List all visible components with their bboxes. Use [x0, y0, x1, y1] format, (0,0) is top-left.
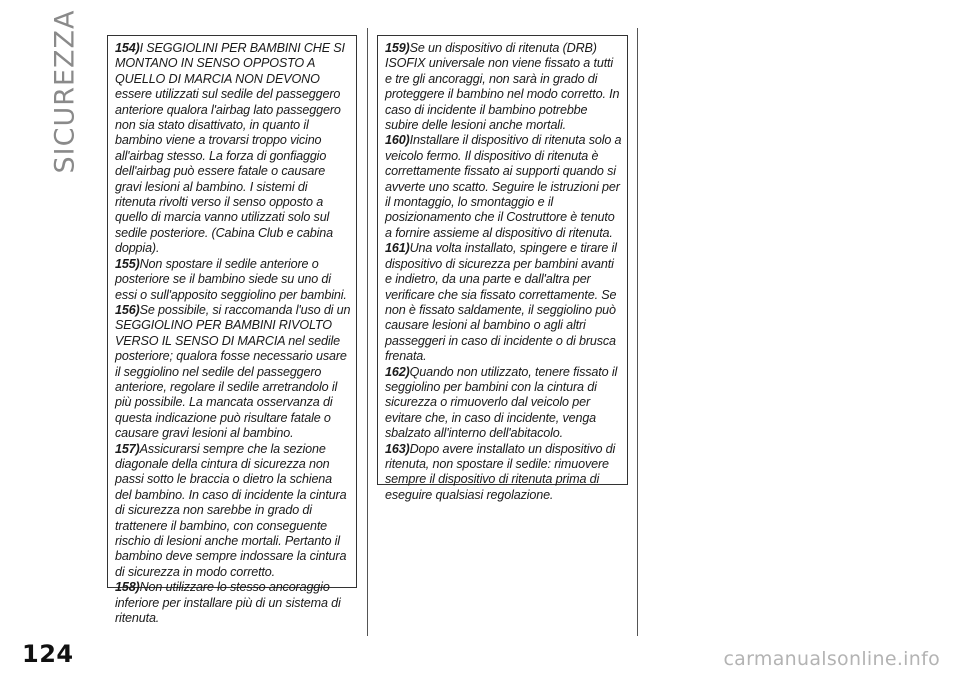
note-number: 162)	[385, 364, 410, 379]
note-number: 160)	[385, 133, 410, 148]
warning-note-161	[385, 241, 622, 364]
note-number: 159)	[385, 41, 410, 55]
watermark-link[interactable]: carmanualsonline.info	[723, 648, 940, 670]
warning-note-156	[115, 303, 351, 442]
note-text: Se un dispositivo di ritenuta (DRB) ISOFIX universale non viene fissato a tutti e tre gli ancoraggi, non sarà in grado di proteggere il bambino nel modo corretto. In caso di incidente il bambino potrebbe subire delle lesioni anche mortali.	[385, 41, 620, 133]
note-number: 161)	[385, 241, 410, 256]
note-text: I SEGGIOLINI PER BAMBINI CHE SI MONTANO IN SENSO OPPOSTO A QUELLO DI MARCIA NON DEVONO essere utilizzati sul sedile del passeggero anteriore qualora l'airbag lato passeggero non sia stato disattivato, in quanto il bambino viene a trovarsi troppo vicino all'airbag stesso. La forza di gonfiaggio dell'airbag può essere fatale o causare gravi lesioni al bambino. I sistemi di ritenuta rivolti verso il senso opposto a quello di marcia vanno utilizzati solo sul sedile posteriore. (Cabina Club e cabina doppia).	[115, 41, 345, 256]
section-title	[49, 9, 81, 174]
warning-note-155	[115, 257, 351, 303]
note-number: 154)	[115, 41, 140, 55]
column-divider-right	[637, 28, 638, 636]
warning-box-right	[377, 35, 628, 502]
warning-note-160	[385, 133, 622, 241]
note-text: Una volta installato, spingere e tirare il dispositivo di sicurezza per bambini avanti e indietro, da una parte e dall'altra per verificare che sia fissato correttamente. Se non è fissato saldamente, il seggiolino può causare lesioni al bambino o agli altri passeggeri in caso di incidente o di brusca frenata.	[385, 241, 617, 364]
warning-note-158	[115, 580, 351, 626]
page-number: 124	[22, 640, 74, 668]
note-text: Installare il dispositivo di ritenuta solo a veicolo fermo. Il dispositivo di ritenuta è correttamente fissato ai supporti quando si avverte uno scatto. Seguire le istruzioni per il montaggio, lo smontaggio e il posizionamento che il Costruttore è tenuto a fornire assieme al dispositivo di ritenuta.	[385, 133, 622, 240]
note-number: 158)	[115, 580, 140, 595]
note-number: 156)	[115, 302, 140, 317]
section-title-text: SICUREZZA	[49, 9, 81, 174]
warning-note-162	[385, 365, 622, 442]
note-number: 157)	[115, 441, 140, 456]
warning-note-157	[115, 442, 351, 581]
note-text: Non utilizzare lo stesso ancoraggio inferiore per installare più di un sistema di ritenuta.	[115, 580, 341, 626]
column-divider-left	[367, 28, 368, 636]
note-text: Assicurarsi sempre che la sezione diagonale della cintura di sicurezza non passi sotto le braccia o dietro la schiena del bambino. In caso di incidente la cintura di sicurezza non sarebbe in grado di trattenere il bambino, con conseguente rischio di lesioni anche mortali. Pertanto il bambino deve sempre indossare la cintura di sicurezza in modo corretto.	[115, 441, 347, 579]
note-text: Dopo avere installato un dispositivo di ritenuta, non spostare il sedile: rimuovere sempre il dispositivo di ritenuta prima di eseguire qualsiasi regolazione.	[385, 441, 616, 502]
note-text: Quando non utilizzato, tenere fissato il seggiolino per bambini con la cintura di sicurezza o rimuoverlo dal veicolo per evitare che, in caso di incidente, venga sbalzato all'interno dell'abitacolo.	[385, 364, 618, 441]
warning-box-left	[107, 35, 357, 626]
warning-note-159	[385, 41, 622, 133]
warning-note-154	[115, 41, 351, 257]
note-number: 163)	[385, 441, 410, 456]
note-number: 155)	[115, 256, 140, 271]
note-text: Non spostare il sedile anteriore o posteriore se il bambino siede su uno di essi o sull'apposito seggiolino per bambini.	[115, 256, 347, 302]
note-text: Se possibile, si raccomanda l'uso di un SEGGIOLINO PER BAMBINI RIVOLTO VERSO IL SENSO DI MARCIA nel sedile posteriore; qualora fosse necessario usare il seggiolino nel sedile del passeggero anteriore, regolare il sedile arretrandolo il più possibile. La mancata osservanza di questa indicazione può risultare fatale o causare gravi lesioni al bambino.	[115, 302, 351, 441]
warning-note-163	[385, 442, 622, 504]
